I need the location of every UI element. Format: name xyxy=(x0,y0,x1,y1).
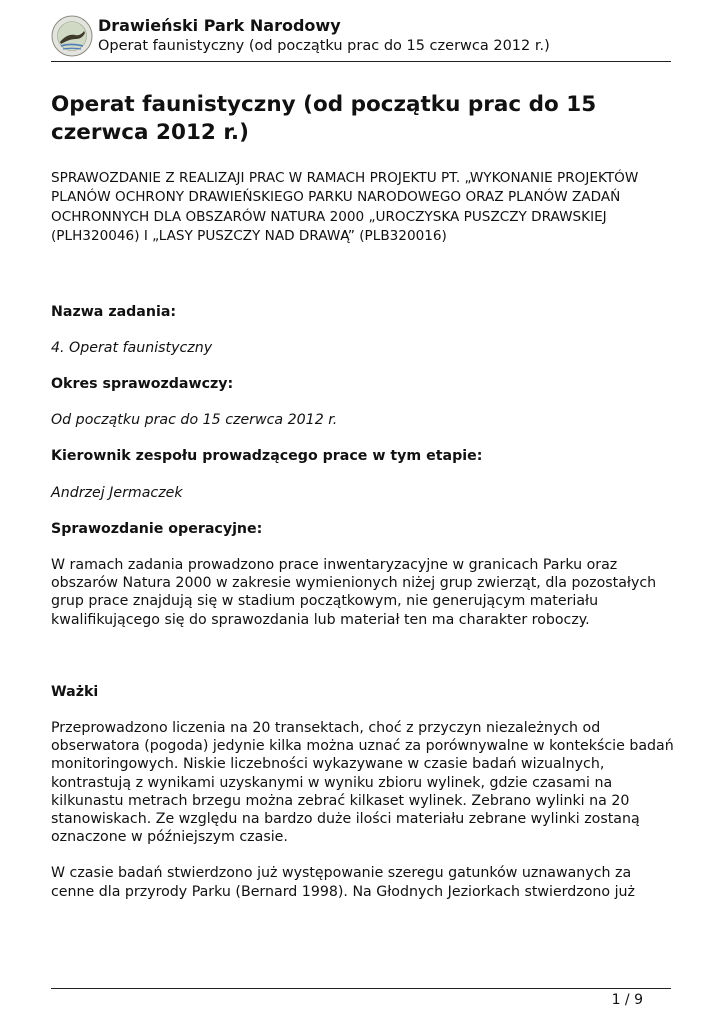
task-name-value: 4. Operat faunistyczny xyxy=(51,339,213,356)
park-logo-emblem xyxy=(51,15,93,57)
document-body xyxy=(51,91,676,901)
dragonflies-paragraph-1: Przeprowadzono liczenia na 20 transektach, choć z przyczyn niezależnych od obserwatora (pogoda) jedynie kilka można uznać za porównywalne w kontekście badań monitoringowych. Niskie liczebności wykazywane w czasie badań wizualnych, kontrastują z wynikami uzyskanymi w wyniku zbioru wylinek, gdzie czasami na kilkunastu metrach brzegu można zebrać kilkaset wylinek. Zebrano wylinki na 20 stanowiskach. Ze względu na bardzo duże ilości materiału zebrane wylinki zostaną oznaczone w późniejszym czasie. xyxy=(51,720,674,846)
footer-divider xyxy=(51,988,671,989)
section-heading-dragonflies: Ważki xyxy=(51,683,99,700)
header-divider xyxy=(51,61,671,62)
reporting-period-value: Od początku prac do 15 czerwca 2012 r. xyxy=(51,412,338,429)
reporting-period-label: Okres sprawozdawczy: xyxy=(51,376,234,393)
page-title: Operat faunistyczny (od początku prac do 15 czerwca 2012 r.) xyxy=(51,92,597,145)
header-subtitle: Operat faunistyczny (od początku prac do 15 czerwca 2012 r.) xyxy=(98,38,550,54)
page-header xyxy=(51,14,671,62)
team-leader-value: Andrzej Jermaczek xyxy=(51,484,183,501)
operational-report-text: W ramach zadania prowadzono prace inwentaryzacyjne w granicach Parku oraz obszarów Natura 2000 w zakresie wymienionych niżej grup zwierząt, dla pozostałych grup prace znajdują się w stadium początkowym, nie generującym materiału kwalifikującego się do sprawozdania lub materiał ten ma charakter roboczy. xyxy=(51,557,657,628)
team-leader-label: Kierownik zespołu prowadzącego prace w tym etapie: xyxy=(51,448,483,465)
park-logo xyxy=(51,15,93,57)
dragonflies-paragraph-2: W czasie badań stwierdzono już występowanie szeregu gatunków uznawanych za cenne dla przyrody Parku (Bernard 1998). Na Głodnych Jeziorkach stwierdzono już xyxy=(51,865,635,900)
page-indicator: 1 / 9 xyxy=(611,992,643,1008)
operational-report-label: Sprawozdanie operacyjne: xyxy=(51,520,263,537)
task-name-label: Nazwa zadania: xyxy=(51,303,177,320)
site-title: Drawieński Park Narodowy xyxy=(98,16,341,35)
project-description: SPRAWOZDANIE Z REALIZAJI PRAC W RAMACH PROJEKTU PT. „WYKONANIE PROJEKTÓW PLANÓW OCHRONY DRAWIEŃSKIEGO PARKU NARODOWEGO ORAZ PLANÓW ZADAŃ OCHRONNYCH DLA OBSZARÓW NATURA 2000 „UROCZYSKA PUSZCZY DRAWSKIEJ (PLH320046) I „LASY PUSZCZY NAD DRAWĄ” (PLB320016) xyxy=(51,170,639,245)
